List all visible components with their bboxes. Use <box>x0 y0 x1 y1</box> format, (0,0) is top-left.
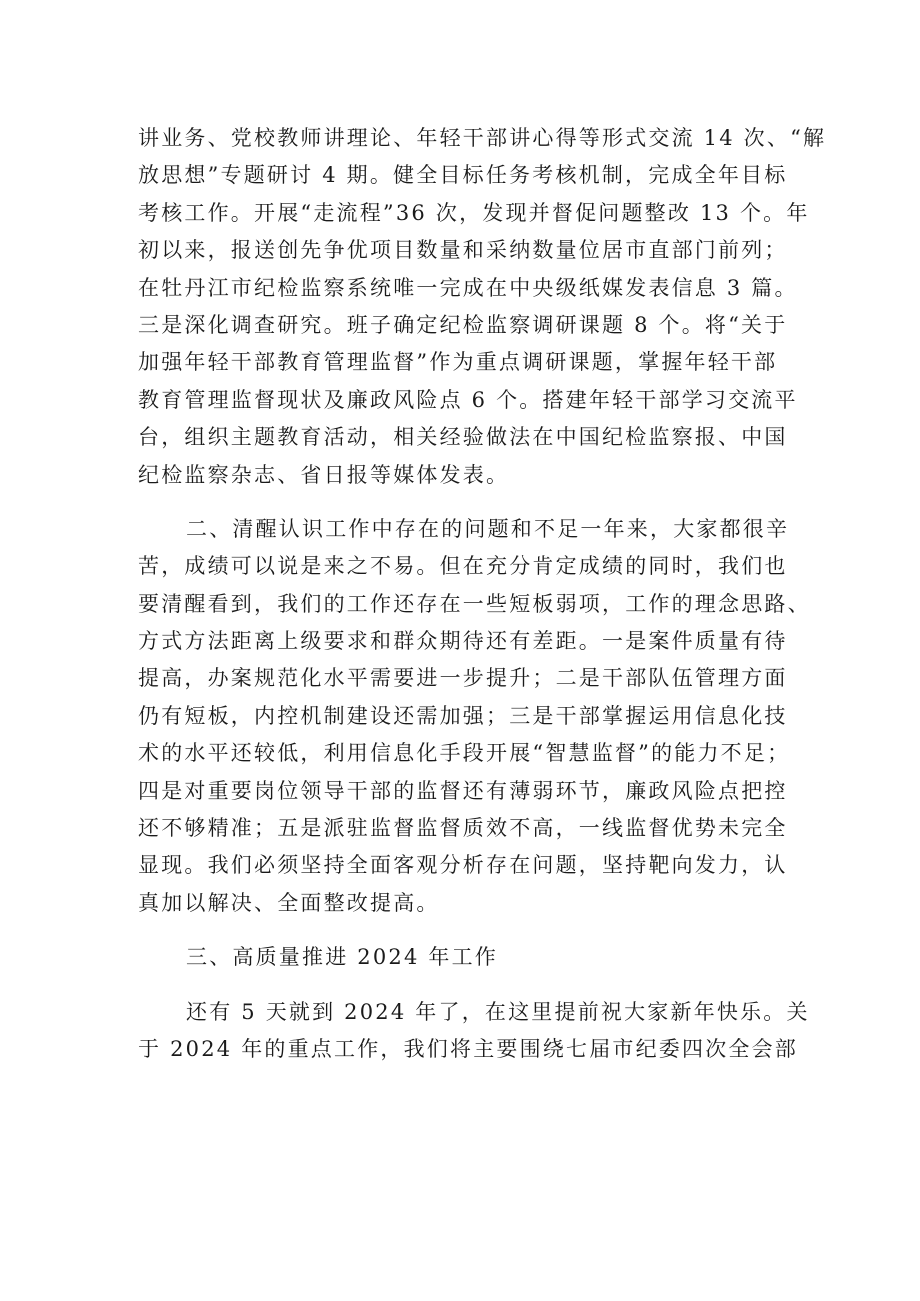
text-line: 方式方法距离上级要求和群众期待还有差距。一是案件质量有待 <box>138 629 788 654</box>
text-line: 初以来，报送创先争优项目数量和采纳数量位居市直部门前列； <box>138 238 788 263</box>
section-heading-three <box>138 939 798 976</box>
text-line: 四是对重要岗位领导干部的监督还有薄弱环节，廉政风险点把控 <box>138 778 788 803</box>
text-line: 真加以解决、全面整改提高。 <box>138 890 440 915</box>
text-line: 三是深化调查研究。班子确定纪检监察调研课题 8 个。将“关于 <box>138 312 788 337</box>
text-line: 于 2024 年的重点工作，我们将主要围绕七届市纪委四次全会部 <box>138 1036 798 1061</box>
paragraph-section-three <box>138 994 810 1069</box>
paragraph-section-two <box>138 511 811 922</box>
text-line: 术的水平还较低，利用信息化手段开展“智慧监督”的能力不足； <box>138 741 791 766</box>
paragraph-continuation <box>138 120 827 494</box>
document-body <box>138 120 827 1068</box>
text-line: 台，组织主题教育活动，相关经验做法在中国纪检监察报、中国 <box>138 425 788 450</box>
heading-line: 三、高质量推进 2024 年工作 <box>186 945 498 970</box>
text-line: 苦，成绩可以说是来之不易。但在充分肯定成绩的同时，我们也 <box>138 554 788 579</box>
text-line: 考核工作。开展“走流程”36 次，发现并督促问题整改 13 个。年 <box>138 200 810 225</box>
text-line: 加强年轻干部教育管理监督”作为重点调研课题，掌握年轻干部 <box>138 350 778 375</box>
text-line: 还不够精准；五是派驻监督监督质效不高，一线监督优势未完全 <box>138 816 788 841</box>
text-line: 二、清醒认识工作中存在的问题和不足一年来，大家都很辛 <box>186 516 790 541</box>
text-line: 在牡丹江市纪检监察系统唯一完成在中央级纸媒发表信息 3 篇。 <box>138 275 798 300</box>
text-line: 显现。我们必须坚持全面客观分析存在问题，坚持靶向发力，认 <box>138 853 788 878</box>
text-line: 纪检监察杂志、省日报等媒体发表。 <box>138 462 510 487</box>
text-line: 放思想”专题研讨 4 期。健全目标任务考核机制，完成全年目标 <box>138 163 788 188</box>
text-line: 讲业务、党校教师讲理论、年轻干部讲心得等形式交流 14 次、“解 <box>138 126 827 150</box>
text-line: 仍有短板，内控机制建设还需加强；三是干部掌握运用信息化技 <box>138 703 788 728</box>
text-line: 要清醒看到，我们的工作还存在一些短板弱项，工作的理念思路、 <box>138 591 811 616</box>
text-line: 教育管理监督现状及廉政风险点 6 个。搭建年轻干部学习交流平 <box>138 387 798 412</box>
text-line: 提高，办案规范化水平需要进一步提升；二是干部队伍管理方面 <box>138 666 788 691</box>
text-line: 还有 5 天就到 2024 年了，在这里提前祝大家新年快乐。关 <box>186 999 810 1024</box>
